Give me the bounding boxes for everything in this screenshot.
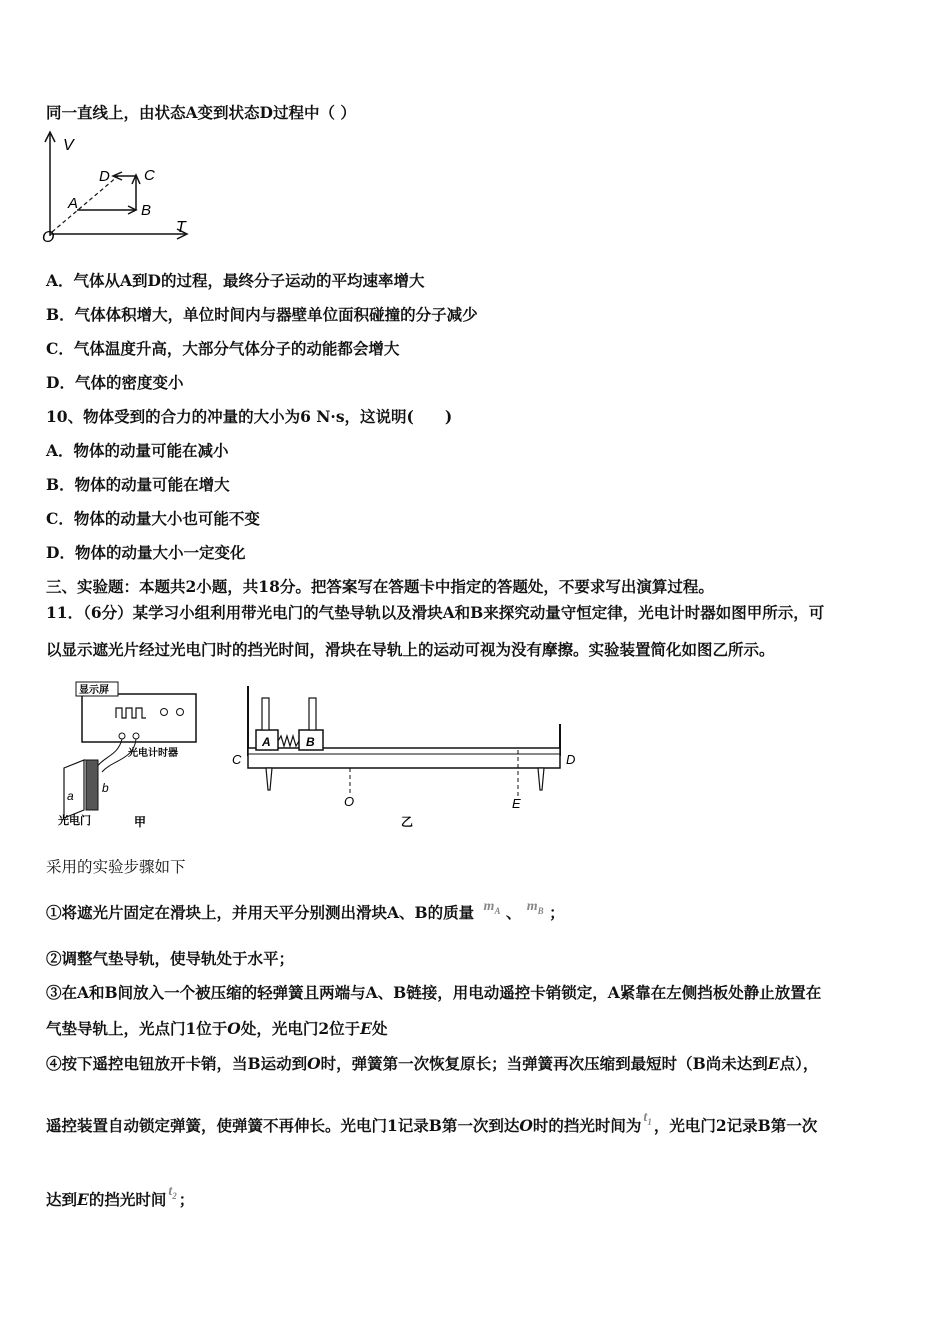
label-o-pos: O bbox=[344, 794, 355, 809]
t2-sub: 2 bbox=[172, 1190, 177, 1201]
q9-option-b: B．气体体积增大，单位时间内与器壁单位面积碰撞的分子减少 bbox=[46, 305, 478, 324]
step-3-text-a: 气垫导轨上，光点门1位于 bbox=[46, 1019, 228, 1038]
label-t: T bbox=[176, 219, 186, 236]
q11-stem-line1: 11．（6分）某学习小组利用带光电门的气垫导轨以及滑块A和B来探究动量守恒定律，光电计时器如图甲所示，可 bbox=[46, 603, 825, 622]
step-4-o: O bbox=[307, 1054, 321, 1073]
mass-b-symbol bbox=[527, 899, 544, 914]
step-4-text-d: 遥控装置自动锁定弹簧，使弹簧不再伸长。光电门1记录B第一次到达 bbox=[46, 1116, 520, 1135]
step-4-line1 bbox=[46, 1054, 818, 1074]
step-4-line2 bbox=[46, 1110, 818, 1142]
t2-symbol bbox=[168, 1184, 176, 1199]
t2-t: t bbox=[168, 1184, 173, 1199]
q10-stem: 10、物体受到的合力的冲量的大小为6 N·s，这说明( ) bbox=[46, 407, 453, 426]
step-1-text: ①将遮光片固定在滑块上，并用天平分别测出滑块A、B的质量 bbox=[46, 903, 475, 922]
step-1-end: ； bbox=[549, 903, 565, 922]
q9-option-a: A．气体从A到D的过程，最终分子运动的平均速率增大 bbox=[46, 271, 425, 290]
flag-b bbox=[309, 698, 316, 730]
photo-gate-side bbox=[86, 760, 98, 810]
step-1 bbox=[46, 899, 565, 929]
figure-yi bbox=[228, 684, 598, 834]
mass-b-m: m bbox=[526, 899, 538, 914]
knob-2-icon bbox=[177, 709, 184, 716]
gate-label-b: b bbox=[102, 781, 109, 795]
step-4-line3 bbox=[46, 1184, 195, 1216]
step-2: ②调整气垫导轨，使导轨处于水平； bbox=[46, 949, 295, 968]
mass-a-m: m bbox=[483, 899, 495, 914]
vt-graph bbox=[40, 128, 200, 246]
step-4-text-f: ，光电门2记录B第一次 bbox=[653, 1116, 818, 1135]
q10-option-c: C．物体的动量大小也可能不变 bbox=[46, 509, 260, 528]
t1-t: t bbox=[643, 1110, 648, 1125]
block-b-label: B bbox=[306, 735, 315, 749]
gate-label: 光电门 bbox=[58, 815, 91, 827]
left-leg bbox=[266, 768, 272, 790]
q11-stem-line2: 以显示遮光片经过光电门时的挡光时间，滑块在导轨上的运动可视为没有摩擦。实验装置简化如图乙所示。 bbox=[46, 640, 775, 659]
label-o: O bbox=[42, 229, 55, 246]
step-4-o2: O bbox=[519, 1116, 533, 1135]
section-heading: 三、实验题：本题共2小题，共18分。把答案写在答题卡中指定的答题处，不要求写出演算过程。 bbox=[46, 577, 714, 596]
label-d: D bbox=[99, 168, 110, 185]
label-a: A bbox=[68, 195, 79, 212]
label-e-pos: E bbox=[512, 796, 521, 811]
figure-jia bbox=[52, 676, 212, 836]
label-c-end: C bbox=[232, 752, 242, 767]
step-3-line2 bbox=[46, 1019, 387, 1039]
screen-label: 显示屏 bbox=[79, 685, 109, 696]
step-4-text-i: ； bbox=[178, 1190, 195, 1209]
cable-1 bbox=[96, 739, 122, 768]
q9-option-d: D．气体的密度变小 bbox=[46, 373, 184, 392]
knob-1-icon bbox=[161, 709, 168, 716]
step-4-text-h: 的挡光时间 bbox=[88, 1190, 167, 1209]
step-3-e: E bbox=[360, 1019, 372, 1038]
t1-sub: 1 bbox=[647, 1116, 652, 1127]
q9-option-c: C．气体温度升高，大部分气体分子的动能都会增大 bbox=[46, 339, 400, 358]
mass-a-symbol bbox=[484, 899, 501, 914]
port-2-icon bbox=[133, 733, 139, 739]
q10-option-d: D．物体的动量大小一定变化 bbox=[46, 543, 246, 562]
block-a-label: A bbox=[262, 735, 271, 749]
step-4-text-a: ④按下遥控电钮放开卡销，当B运动到 bbox=[46, 1054, 308, 1073]
timer-label: 光电计时器 bbox=[128, 748, 178, 759]
right-leg bbox=[538, 768, 544, 790]
step-3-line1: ③在A和B间放入一个被压缩的轻弹簧且两端与A、B链接，用电动遥控卡销锁定，A紧靠在左侧挡板处静止放置在 bbox=[46, 983, 822, 1002]
step-1-separator: 、 bbox=[505, 903, 522, 922]
caption-jia: 甲 bbox=[134, 815, 147, 829]
step-4-text-g: 达到 bbox=[46, 1190, 78, 1209]
gate-label-a: a bbox=[67, 789, 74, 803]
steps-intro: 采用的实验步骤如下 bbox=[46, 858, 186, 876]
q10-option-b: B．物体的动量可能在增大 bbox=[46, 475, 230, 494]
caption-yi: 乙 bbox=[401, 815, 414, 829]
q10-option-a: A．物体的动量可能在减小 bbox=[46, 441, 229, 460]
step-3-text-c: 处 bbox=[371, 1019, 388, 1038]
t1-symbol bbox=[643, 1110, 651, 1125]
step-4-e: E bbox=[767, 1054, 780, 1073]
label-v: V bbox=[63, 137, 74, 154]
label-b: B bbox=[141, 202, 152, 219]
step-4-e2: E bbox=[77, 1190, 89, 1209]
mass-b-sub: B bbox=[537, 905, 544, 916]
step-3-o: O bbox=[227, 1019, 241, 1038]
step-4-text-e: 时的挡光时间为 bbox=[532, 1116, 642, 1135]
port-1-icon bbox=[119, 733, 125, 739]
label-d-end: D bbox=[566, 752, 576, 767]
display-window bbox=[116, 708, 146, 718]
flag-a bbox=[262, 698, 269, 730]
question-intro: 同一直线上，由状态A变到状态D过程中（ ） bbox=[46, 103, 356, 122]
label-c: C bbox=[144, 167, 155, 184]
spring-icon bbox=[278, 736, 299, 746]
step-4-text-b: 时，弹簧第一次恢复原长；当弹簧再次压缩到最短时（B尚未达到 bbox=[320, 1054, 768, 1073]
air-track bbox=[248, 748, 560, 768]
mass-a-sub: A bbox=[494, 905, 501, 916]
step-4-text-c: 点）， bbox=[779, 1054, 819, 1073]
step-3-text-b: 处，光电门2位于 bbox=[240, 1019, 361, 1038]
